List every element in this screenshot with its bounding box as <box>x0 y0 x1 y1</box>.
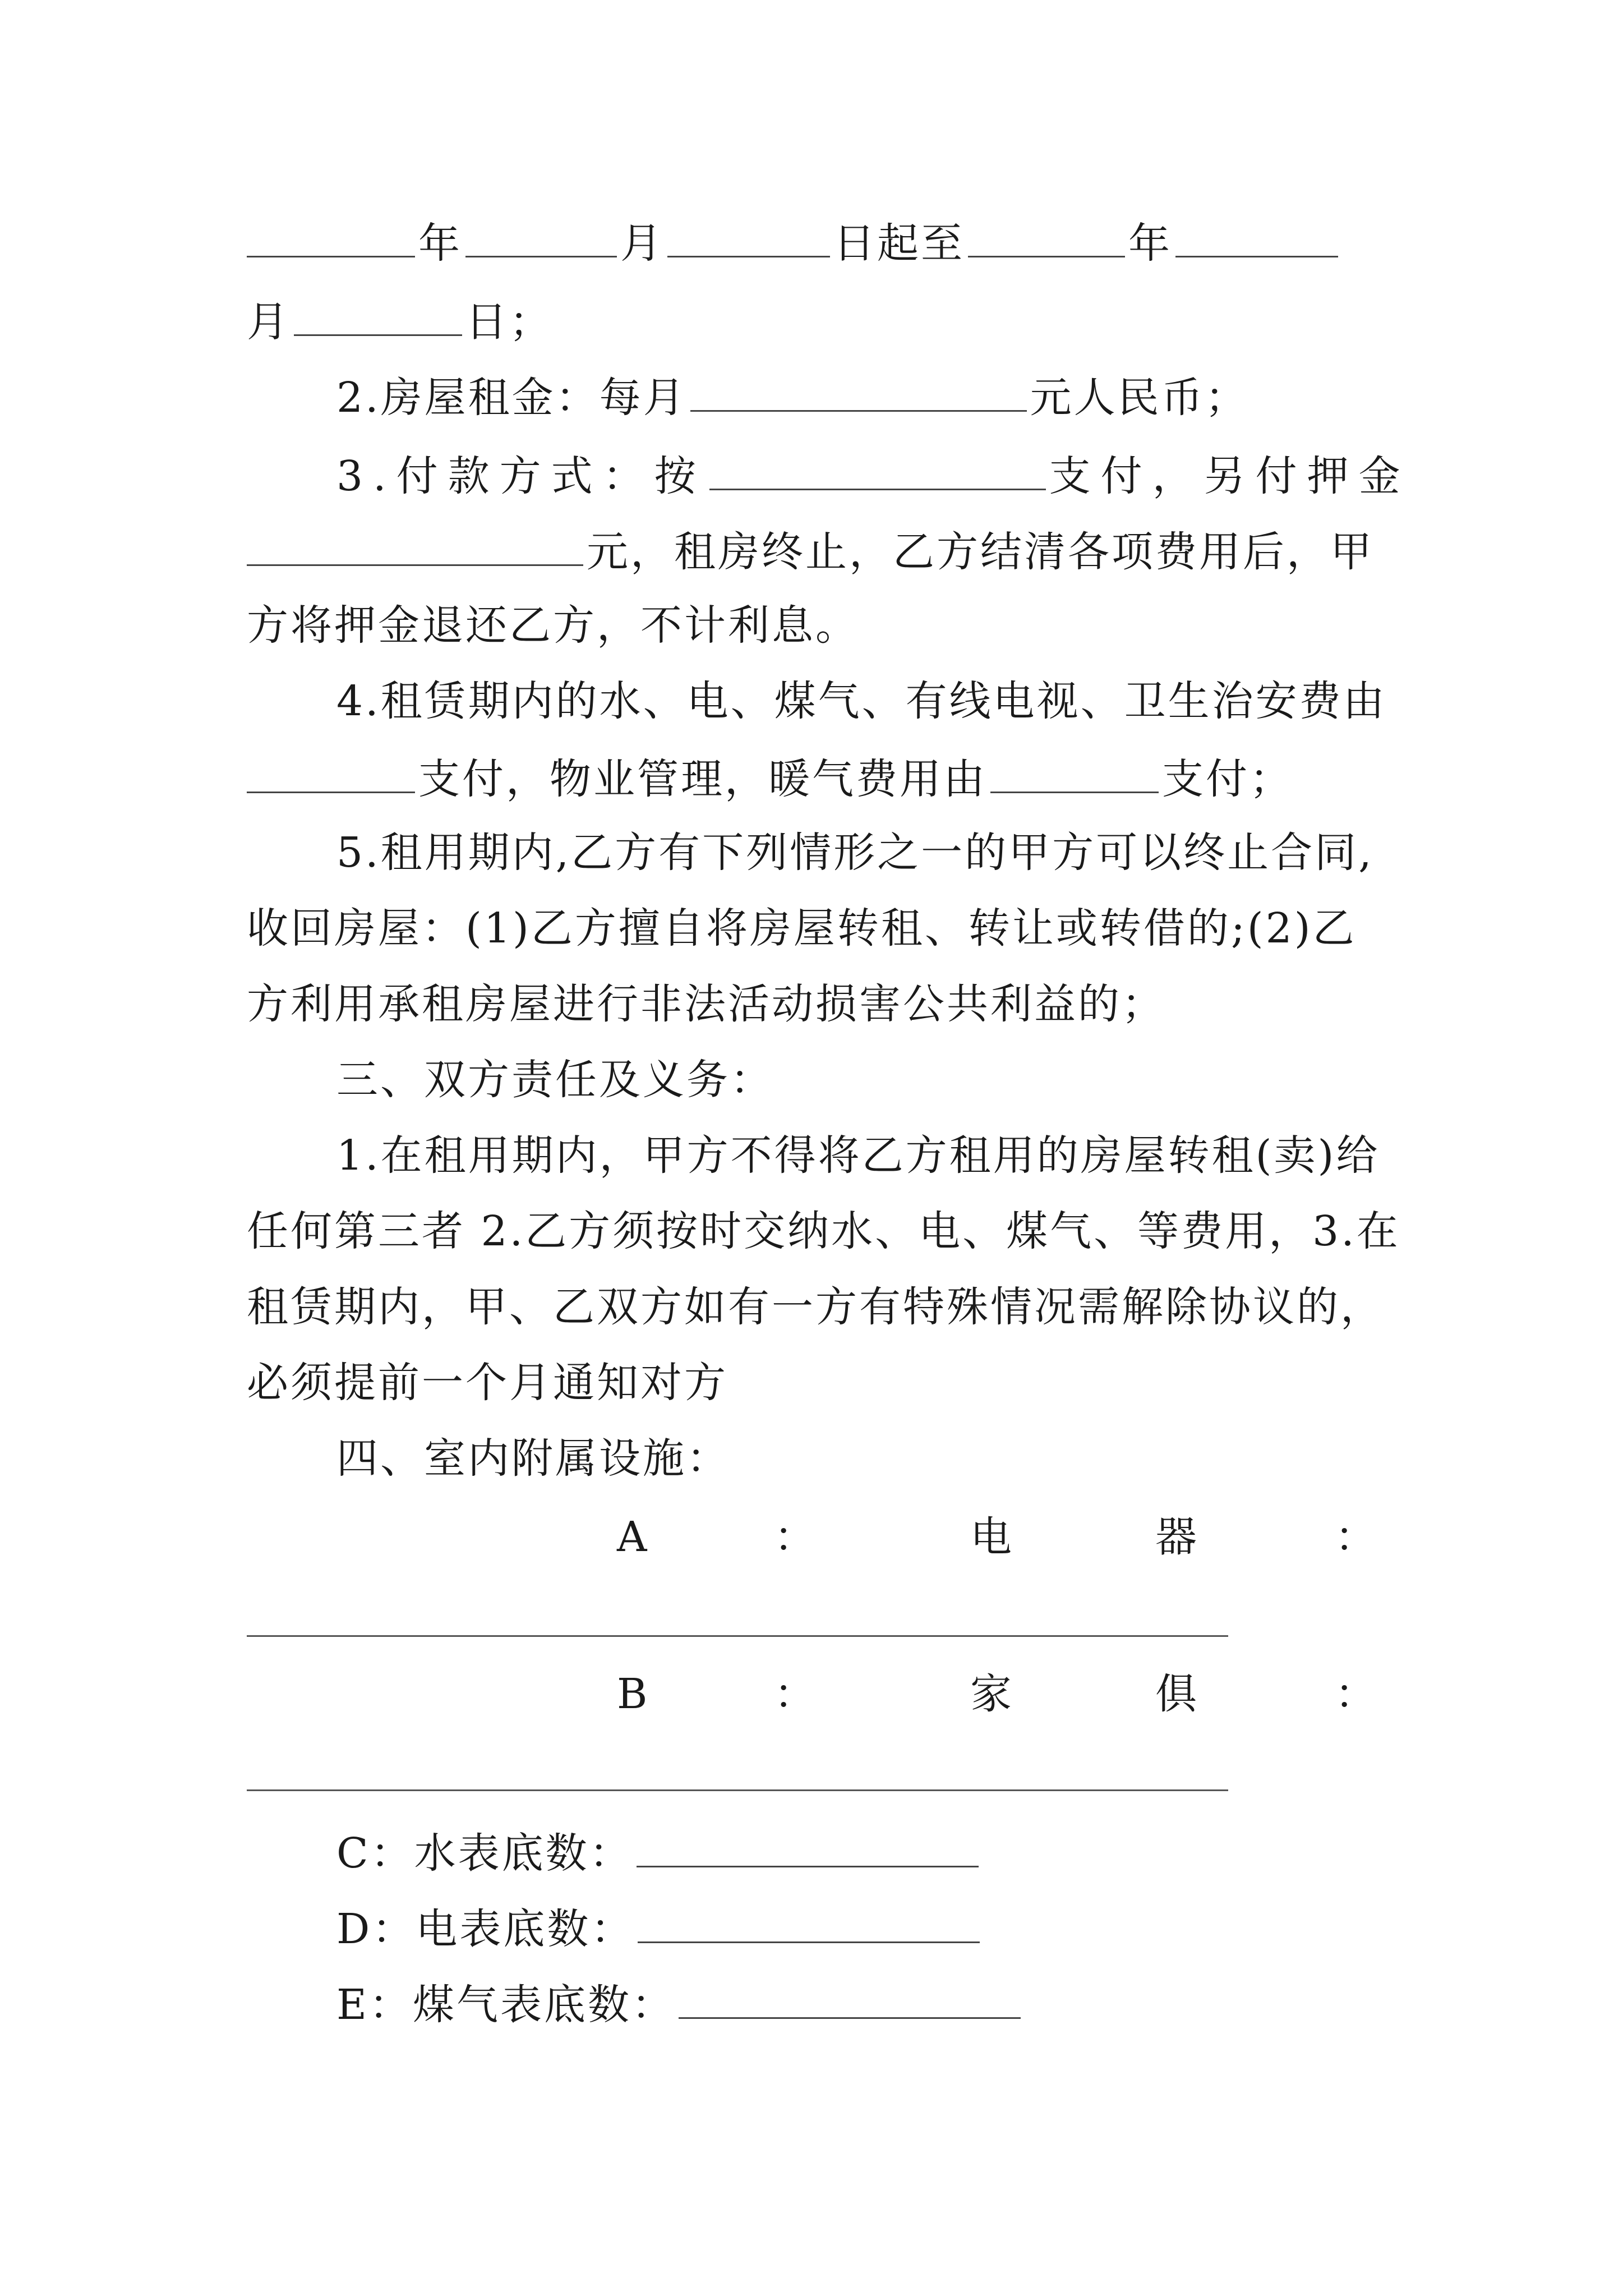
section-3-line-1 <box>247 1128 1385 1184</box>
item-b-char-1: 家 <box>970 1670 1012 1718</box>
electric-meter-label: D：电表底数： <box>336 1905 635 1953</box>
deposit-text: 元，租房终止，乙方结清各项费用后，甲 <box>587 528 1374 576</box>
appliances-blank-line[interactable] <box>247 1635 1228 1637</box>
rent-clause <box>247 367 1385 424</box>
gas-meter-line <box>247 1975 1385 2031</box>
section-4-title: 四、室内附属设施： <box>336 1434 730 1483</box>
item-b-end-colon: ： <box>1335 1670 1376 1718</box>
year-label: 年 <box>418 219 462 268</box>
fees-end: 支付； <box>1162 755 1293 803</box>
day-from-label: 日起至 <box>833 219 965 268</box>
month-label: 月 <box>620 219 664 268</box>
termination-text-3: 方利用承租房屋进行非法活动损害公共利益的； <box>247 980 1165 1028</box>
end-month-blank[interactable] <box>1175 213 1338 257</box>
termination-line-3 <box>247 976 1385 1032</box>
payment-method-blank[interactable] <box>709 446 1046 490</box>
section-3-text-2: 任何第三者 2.乙方须按时交纳水、电、煤气、等费用，3.在 <box>247 1207 1400 1255</box>
item-a-char-1: 电 <box>970 1513 1012 1561</box>
water-meter-blank[interactable] <box>637 1823 979 1867</box>
start-year-blank[interactable] <box>247 213 415 257</box>
payment-mid: 支付，另付押金 <box>1049 452 1410 500</box>
item-b-letter: B <box>617 1670 648 1718</box>
deposit-refund-text: 方将押金退还乙方，不计利息。 <box>247 601 859 650</box>
payment-clause-line-1 <box>247 446 1410 502</box>
item-b-char-2: 俱 <box>1155 1670 1197 1718</box>
payment-clause-line-3 <box>247 597 1385 654</box>
termination-line-1 <box>247 825 1385 881</box>
termination-line-2 <box>247 900 1385 956</box>
end-day-label: 日； <box>465 298 553 346</box>
gas-meter-label: E：煤气表底数： <box>336 1981 676 2029</box>
fees-mid: 支付，物业管理，暖气费用由 <box>418 755 987 803</box>
section-3-line-2 <box>247 1203 1400 1259</box>
start-month-blank[interactable] <box>465 213 617 257</box>
section-3-text-3: 租赁期内，甲、乙双方如有一方有特殊情况需解除协议的， <box>247 1283 1384 1331</box>
start-day-blank[interactable] <box>667 213 830 257</box>
furniture-blank-line[interactable] <box>247 1789 1228 1791</box>
section-4-heading <box>247 1430 1385 1487</box>
section-3-line-4 <box>247 1355 1385 1411</box>
item-a-colon: ： <box>774 1513 815 1561</box>
rent-suffix: 元人民币； <box>1030 374 1249 422</box>
utilities-payer-blank[interactable] <box>247 749 415 793</box>
end-year-label: 年 <box>1128 219 1172 268</box>
electric-meter-line <box>247 1899 1385 1955</box>
section-3-heading <box>247 1052 1385 1108</box>
termination-text-1: 5.租用期内,乙方有下列情形之一的甲方可以终止合同, <box>336 829 1374 877</box>
section-3-text-4: 必须提前一个月通知对方 <box>247 1359 728 1407</box>
item-a-char-2: 器 <box>1155 1513 1197 1561</box>
lease-period-line-1 <box>247 213 1385 269</box>
end-month-label: 月 <box>247 298 291 346</box>
payment-prefix: 3.付款方式：按 <box>336 452 706 500</box>
section-3-title: 三、双方责任及义务： <box>336 1056 774 1104</box>
end-day-blank[interactable] <box>294 292 462 336</box>
item-b-colon: ： <box>774 1670 815 1718</box>
heating-payer-blank[interactable] <box>990 749 1159 793</box>
item-a-end-colon: ： <box>1335 1513 1376 1561</box>
fees-clause-line-1 <box>247 673 1385 729</box>
item-a-letter: A <box>617 1513 647 1561</box>
section-3-text-1: 1.在租用期内，甲方不得将乙方租用的房屋转租(卖)给 <box>336 1131 1380 1180</box>
water-meter-label: C：水表底数： <box>336 1829 633 1878</box>
deposit-amount-blank[interactable] <box>247 522 583 566</box>
electric-meter-blank[interactable] <box>638 1899 980 1943</box>
end-year-blank[interactable] <box>968 213 1125 257</box>
section-3-line-3 <box>247 1279 1385 1335</box>
gas-meter-blank[interactable] <box>679 1975 1021 2019</box>
termination-text-2: 收回房屋：(1)乙方擅自将房屋转租、转让或转借的;(2)乙 <box>247 904 1357 953</box>
rent-amount-blank[interactable] <box>690 367 1027 412</box>
lease-period-line-2 <box>247 292 1385 348</box>
fees-clause-line-2 <box>247 749 1385 805</box>
fees-text: 4.租赁期内的水、电、煤气、有线电视、卫生治安费由 <box>336 677 1387 725</box>
payment-clause-line-2 <box>247 522 1385 578</box>
water-meter-line <box>247 1823 1385 1879</box>
rent-prefix: 2.房屋租金：每月 <box>336 374 687 422</box>
